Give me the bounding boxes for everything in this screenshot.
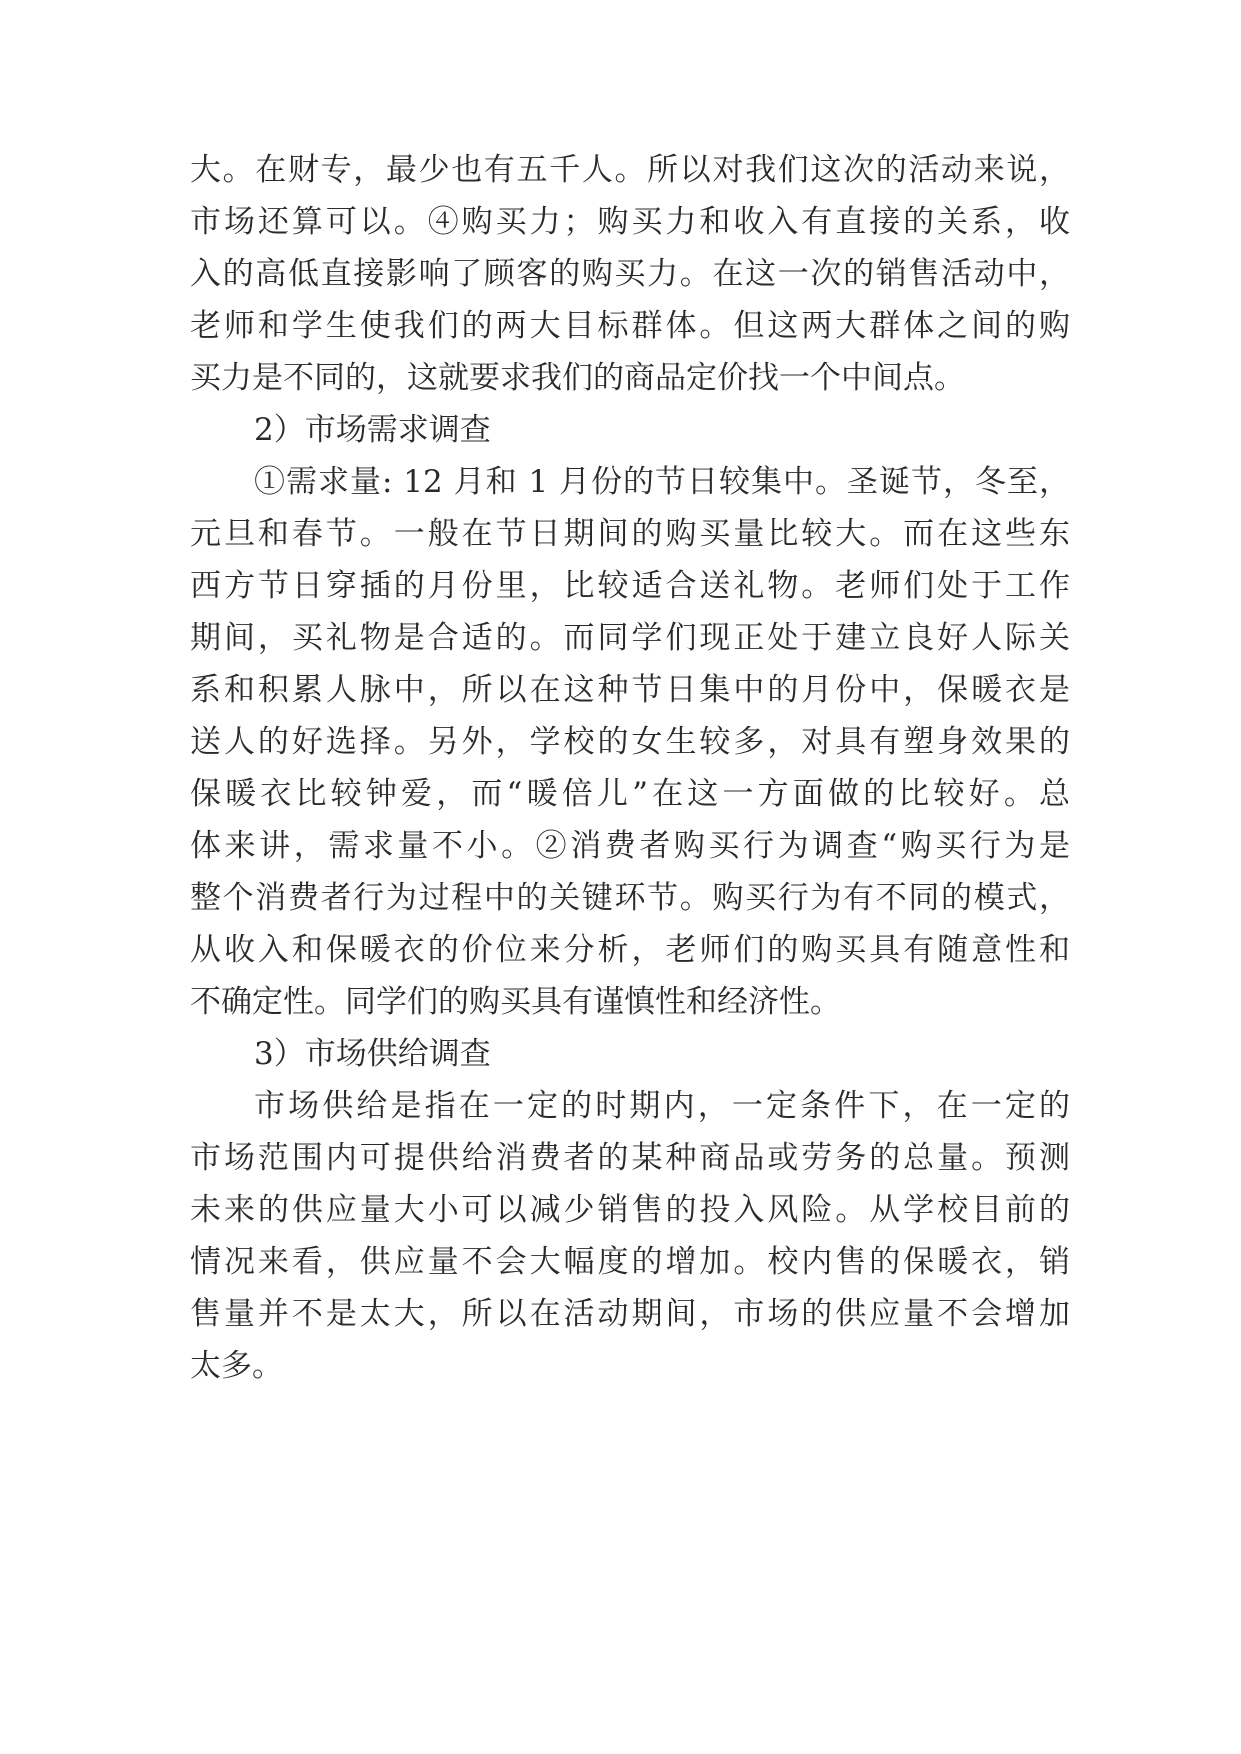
paragraph-3-line-6: 太多。 bbox=[190, 1348, 283, 1384]
paragraph-3-line-4: 情况来看，供应量不会大幅度的增加。校内售的保暖衣，销 bbox=[190, 1244, 1070, 1280]
paragraph-1-line-1: 大。在财专，最少也有五千人。所以对我们这次的活动来说， bbox=[190, 152, 1070, 188]
paragraph-1-line-2: 市场还算可以。④购买力；购买力和收入有直接的关系，收 bbox=[190, 204, 1070, 240]
paragraph-2-line-9: 整个消费者行为过程中的关键环节。购买行为有不同的模式， bbox=[190, 880, 1070, 916]
paragraph-2-line-8: 体来讲，需求量不小。②消费者购买行为调查“购买行为是 bbox=[190, 828, 1070, 864]
paragraph-1-line-4: 老师和学生使我们的两大目标群体。但这两大群体之间的购 bbox=[190, 308, 1070, 344]
paragraph-2-line-1: ①需求量: 12 月和 1 月份的节日较集中。圣诞节，冬至， bbox=[254, 464, 1070, 500]
paragraph-2-line-6: 送人的好选择。另外，学校的女生较多，对具有塑身效果的 bbox=[190, 724, 1070, 760]
paragraph-3-line-2: 市场范围内可提供给消费者的某种商品或劳务的总量。预测 bbox=[190, 1140, 1070, 1176]
section-heading-3: 3）市场供给调查 bbox=[254, 1036, 491, 1072]
paragraph-2-line-7: 保暖衣比较钟爱，而“暖倍儿”在这一方面做的比较好。总 bbox=[190, 776, 1070, 812]
paragraph-2-line-5: 系和积累人脉中，所以在这种节日集中的月份中，保暖衣是 bbox=[190, 672, 1070, 708]
paragraph-1-line-3: 入的高低直接影响了顾客的购买力。在这一次的销售活动中， bbox=[190, 256, 1070, 292]
paragraph-2-line-3: 西方节日穿插的月份里，比较适合送礼物。老师们处于工作 bbox=[190, 568, 1070, 604]
section-heading-2: 2）市场需求调查 bbox=[254, 412, 491, 448]
paragraph-1-line-5: 买力是不同的，这就要求我们的商品定价找一个中间点。 bbox=[190, 360, 965, 396]
paragraph-3-line-5: 售量并不是太大，所以在活动期间，市场的供应量不会增加 bbox=[190, 1296, 1070, 1332]
paragraph-2-line-10: 从收入和保暖衣的价位来分析，老师们的购买具有随意性和 bbox=[190, 932, 1070, 968]
paragraph-2-line-2: 元旦和春节。一般在节日期间的购买量比较大。而在这些东 bbox=[190, 516, 1070, 552]
paragraph-3-line-1: 市场供给是指在一定的时期内，一定条件下，在一定的 bbox=[254, 1088, 1070, 1124]
paragraph-3-line-3: 未来的供应量大小可以减少销售的投入风险。从学校目前的 bbox=[190, 1192, 1070, 1228]
paragraph-2-line-11: 不确定性。同学们的购买具有谨慎性和经济性。 bbox=[190, 984, 841, 1020]
paragraph-2-line-4: 期间，买礼物是合适的。而同学们现正处于建立良好人际关 bbox=[190, 620, 1070, 656]
